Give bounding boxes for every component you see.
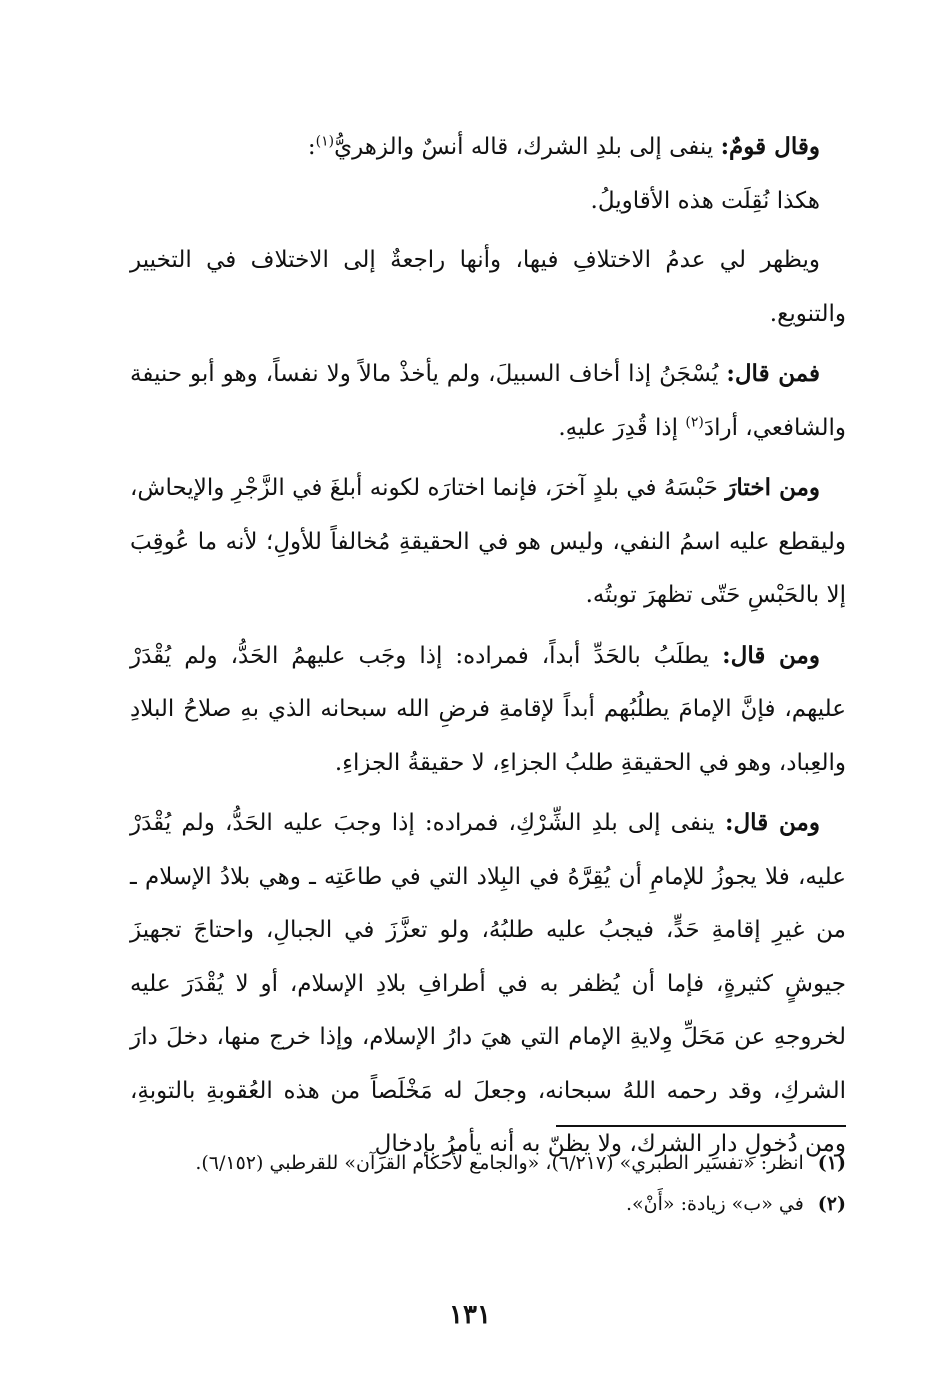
main-text	[130, 120, 846, 1172]
paragraph-5	[130, 461, 846, 623]
paragraph-text: حَبْسَهُ في بلدٍ آخرَ، فإنما اختارَه لكونه أبلغَ في الزَّجْرِ والإيحاش، وليقطع عليه اسمُ النفي، وليس هو في الحقيقةِ مُخالفاً للأولِ؛ لأنه ما عُوقِبَ إلا بالحَبْسِ حَتّى تظهرَ توبتُه.	[130, 475, 846, 608]
paragraph-tail: إذا قُدِرَ عليهِ.	[558, 414, 686, 441]
page-number: ١٣١	[449, 1300, 491, 1330]
footnote-number: (١)	[817, 1152, 846, 1174]
paragraph-text: ويظهر لي عدمُ الاختلافِ فيها، وأنها راجعةٌ إلى الاختلاف في التخيير والتنويع.	[130, 247, 846, 327]
paragraph-lead: ومن قال:	[722, 641, 820, 669]
paragraph-text: هكذا نُقِلَت هذه الأقاويلُ.	[590, 187, 820, 214]
footnote-number: (٢)	[817, 1193, 846, 1215]
footnote-text: في «ب» زيادة: «أَنْ».	[626, 1193, 804, 1215]
footnote-ref[interactable]: (١)	[315, 133, 335, 150]
paragraph-3	[130, 234, 846, 341]
paragraph-text: ينفى إلى بلدِ الشِّرْكِ، فمراده: إذا وجبَ عليه الحَدُّ، ولم يُقْدَرْ عليه، فلا يجوزُ للإمامِ أن يُقِرَّهُ في البِلاد التي في طاعَتِه ـ وهي بلادُ الإسلام ـ من غيرِ إقامةِ حَدٍّ، فيجبُ عليه طلبُهُ، ولو تعزَّزَ في الجبالِ، واحتاجَ تجهيزَ جيوشٍ كثيرةٍ، فإما أن يُظفر به في أطرافِ بلادِ الإسلام، أو لا يُقْدَرَ عليه لخروجهِ عن مَحَلِّ وِلايةِ الإمام التي هيَ دارُ الإسلام، وإذا خرج منها، دخلَ دارَ الشركِ، وقد رحمه اللهُ سبحانه، وجعلَ له مَخْلَصاً من هذه العُقوبةِ بالتوبةِ، ومن دُخولِ دارِ الشرك، ولا يظنّ به أنه يأمرُ بإدخالِ	[130, 810, 846, 1157]
footnotes	[130, 1125, 846, 1227]
footnote-ref[interactable]: (٢)	[685, 413, 704, 430]
paragraph-6	[130, 629, 846, 791]
paragraph-lead: وقال قومٌ:	[720, 133, 820, 160]
paragraph-lead: فمن قال:	[726, 360, 821, 387]
paragraph-7	[130, 796, 846, 1172]
paragraph-text: ينفى إلى بلدِ الشرك، قاله أنسٌ والزهريُّ	[334, 134, 721, 160]
paragraph-text: يُسْجَنُ إذا أخاف السبيلَ، ولم يأخذْ مالاً ولا نفساً، وهو أبو حنيفة والشافعي، أرادَ	[130, 361, 846, 441]
footnote-2	[130, 1186, 846, 1223]
paragraph-text: يطلَبُ بالحَدِّ أبداً، فمراده: إذا وجَب عليهمُ الحَدُّ، ولم يُقْدَرْ عليهم، فإنَّ الإمامَ يطلُبُهم أبداً لإقامةِ فرضِ الله سبحانه الذي بهِ صلاحُ البلادِ والعِباد، وهو في الحقيقةِ طلبُ الجزاءِ، لا حقيقةُ الجزاءِ.	[130, 642, 846, 776]
footnote-divider	[556, 1125, 846, 1127]
paragraph-lead: ومن اختارَ	[725, 474, 821, 501]
paragraph-lead: ومن قال:	[724, 809, 820, 836]
paragraph-tail: :	[307, 134, 316, 160]
paragraph-4	[130, 347, 846, 455]
paragraph-1	[130, 120, 846, 175]
footnote-1	[130, 1145, 846, 1182]
footnote-text: انظر: «تفسير الطبري» (٦/٢١٧)، «والجامع لأحكام القرآن» للقرطبي (٦/١٥٢).	[195, 1152, 804, 1174]
paragraph-2	[130, 175, 846, 229]
